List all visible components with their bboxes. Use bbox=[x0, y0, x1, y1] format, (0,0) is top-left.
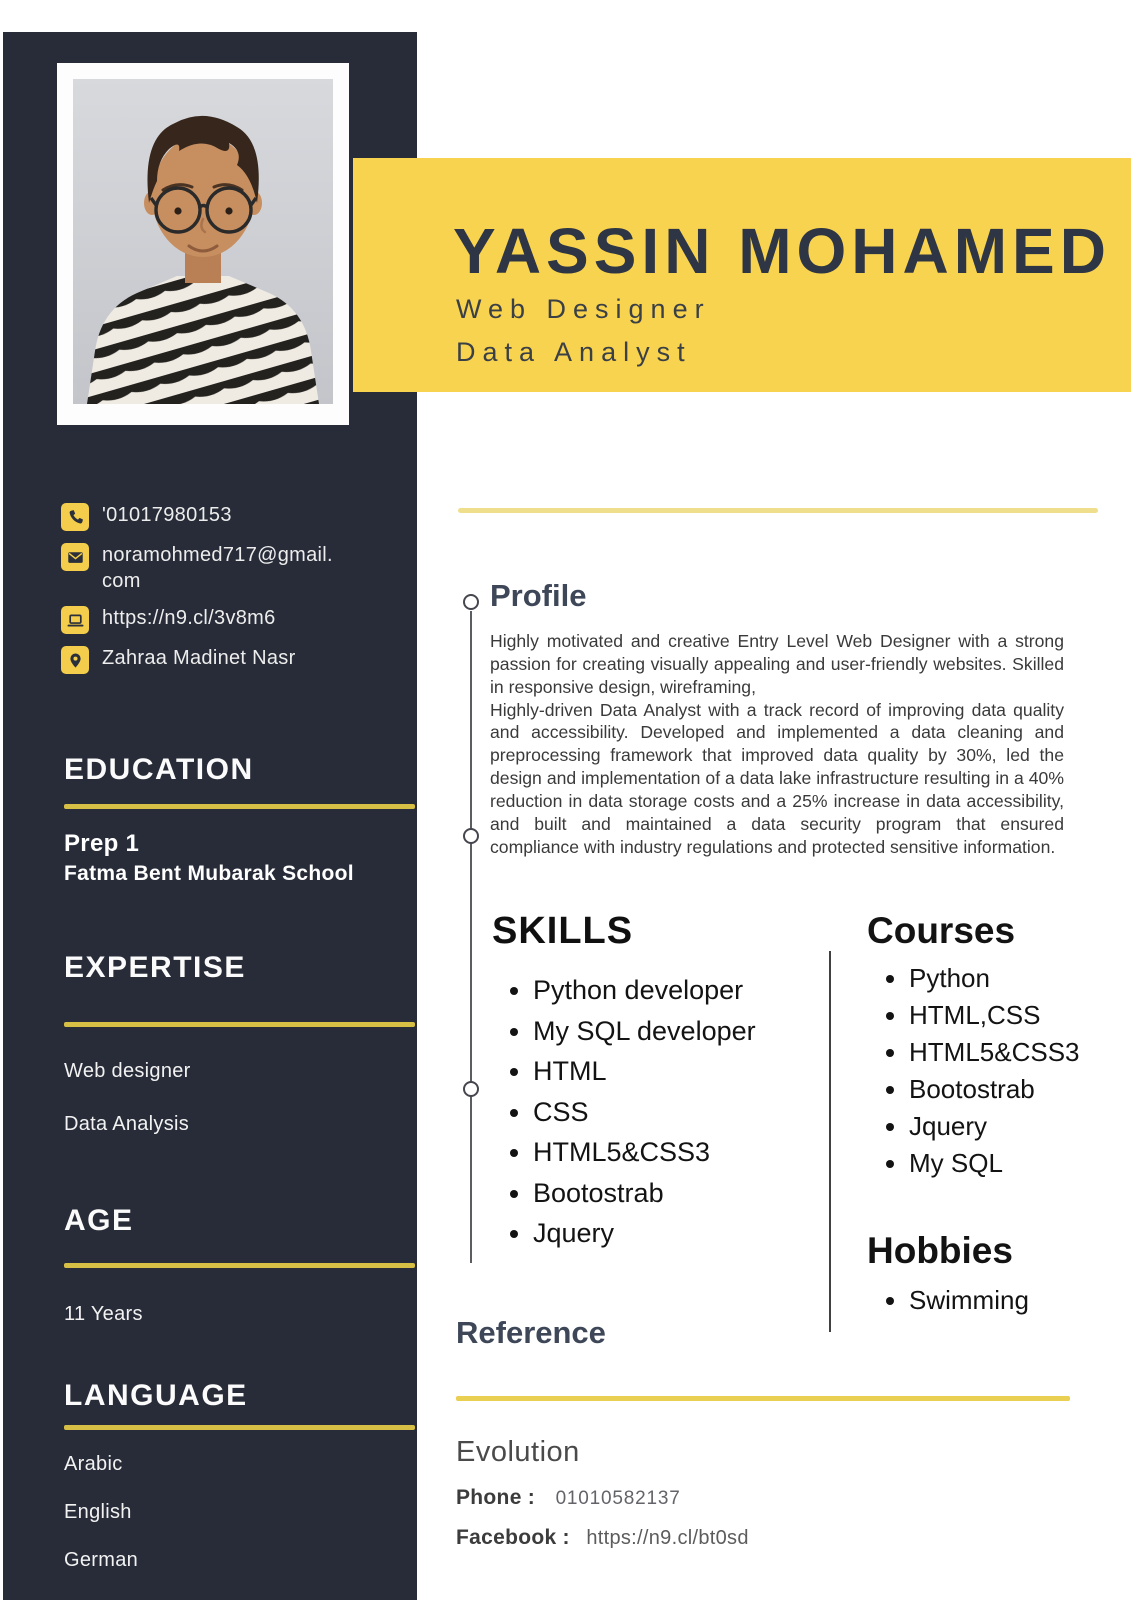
profile-text bbox=[490, 630, 1064, 859]
contact-location-value: Zahraa Madinet Nasr bbox=[102, 647, 296, 669]
contact-email-row bbox=[61, 542, 381, 594]
section-title-education: EDUCATION bbox=[64, 753, 254, 786]
skill-item: • My SQL developer bbox=[533, 1011, 756, 1052]
skill-item: • HTML bbox=[533, 1051, 756, 1092]
header-banner bbox=[353, 158, 1131, 392]
timeline-node-icon bbox=[463, 828, 479, 844]
contact-list bbox=[61, 502, 381, 685]
course-item: • HTML5&CSS3 bbox=[909, 1034, 1080, 1071]
timeline-line bbox=[470, 611, 472, 1263]
language-item: Arabic bbox=[64, 1453, 123, 1475]
phone-value: 01010582137 bbox=[555, 1488, 681, 1509]
reference-underline bbox=[456, 1396, 1070, 1401]
skill-item: • Jquery bbox=[533, 1213, 756, 1254]
reference-facebook-row bbox=[456, 1526, 749, 1550]
reference-heading: Reference bbox=[456, 1315, 606, 1350]
contact-website-value[interactable]: https://n9.cl/3v8m6 bbox=[102, 607, 276, 629]
hobbies-list bbox=[878, 1282, 1029, 1319]
language-item: German bbox=[64, 1549, 139, 1571]
portrait-photo bbox=[73, 79, 333, 404]
reference-name: Evolution bbox=[456, 1436, 580, 1468]
contact-email-value[interactable]: noramohmed717@gmail. com bbox=[102, 544, 333, 592]
column-divider bbox=[829, 951, 831, 1332]
section-underline bbox=[64, 1022, 415, 1027]
education-item: Fatma Bent Mubarak School bbox=[64, 862, 354, 885]
phone-label: Phone : bbox=[456, 1486, 536, 1509]
profile-paragraph: Highly motivated and creative Entry Level Web Designer with a strong passion for creating visually appealing and user-friendly websites. Skilled in responsive design, wireframing, bbox=[490, 631, 1064, 697]
expertise-item: Web designer bbox=[64, 1060, 191, 1082]
age-item: 11 Years bbox=[64, 1303, 143, 1325]
facebook-label: Facebook : bbox=[456, 1526, 570, 1549]
timeline-node-icon bbox=[463, 1081, 479, 1097]
reference-phone-row bbox=[456, 1486, 681, 1510]
envelope-icon bbox=[61, 543, 89, 571]
skills-heading: SKILLS bbox=[492, 910, 634, 952]
education-item: Prep 1 bbox=[64, 830, 140, 857]
courses-heading: Courses bbox=[867, 910, 1016, 951]
facebook-value[interactable]: https://n9.cl/bt0sd bbox=[586, 1527, 749, 1549]
section-underline bbox=[64, 1263, 415, 1268]
contact-phone-row bbox=[61, 502, 381, 531]
course-item: • Python bbox=[909, 960, 1080, 997]
profile-paragraph: Highly-driven Data Analyst with a track record of improving data quality and accessibility. Developed and implemented a data cleaning and preprocessing framework that improved data quality by 30%, led the design and implementation of a data lake infrastructure resulting in a 40% reduction in data storage costs and a 25% increase in data accessibility, and built and maintained a data security program that ensured compliance with industry regulations and protected sensitive information. bbox=[490, 699, 1064, 857]
section-underline bbox=[64, 1425, 415, 1430]
section-title-age: AGE bbox=[64, 1204, 134, 1237]
courses-list bbox=[878, 960, 1080, 1182]
course-item: • Jquery bbox=[909, 1108, 1080, 1145]
candidate-name: YASSIN MOHAMED bbox=[453, 215, 1111, 287]
photo-frame bbox=[57, 63, 349, 425]
skill-item: • Python developer bbox=[533, 970, 756, 1011]
role-web-designer: Web Designer bbox=[456, 294, 711, 324]
skill-item: • Bootostrab bbox=[533, 1173, 756, 1214]
section-title-language: LANGUAGE bbox=[64, 1379, 248, 1412]
profile-heading: Profile bbox=[490, 578, 587, 613]
contact-phone-value: '01017980153 bbox=[102, 504, 232, 526]
skills-list bbox=[500, 970, 756, 1254]
hobbies-heading: Hobbies bbox=[867, 1230, 1013, 1271]
course-item: • Bootostrab bbox=[909, 1071, 1080, 1108]
timeline-node-icon bbox=[463, 594, 479, 610]
contact-website-row bbox=[61, 605, 381, 634]
section-underline bbox=[64, 804, 415, 809]
contact-location-row bbox=[61, 645, 381, 674]
hobby-item: • Swimming bbox=[909, 1282, 1029, 1319]
skill-item: • HTML5&CSS3 bbox=[533, 1132, 756, 1173]
role-data-analyst: Data Analyst bbox=[456, 337, 692, 367]
skill-item: • CSS bbox=[533, 1092, 756, 1133]
expertise-item: Data Analysis bbox=[64, 1113, 190, 1135]
language-item: English bbox=[64, 1501, 132, 1523]
section-title-expertise: EXPERTISE bbox=[64, 951, 246, 984]
location-pin-icon bbox=[61, 646, 89, 674]
course-item: • HTML,CSS bbox=[909, 997, 1080, 1034]
accent-divider bbox=[458, 508, 1098, 513]
phone-icon bbox=[61, 503, 89, 531]
laptop-icon bbox=[61, 606, 89, 634]
course-item: • My SQL bbox=[909, 1145, 1080, 1182]
